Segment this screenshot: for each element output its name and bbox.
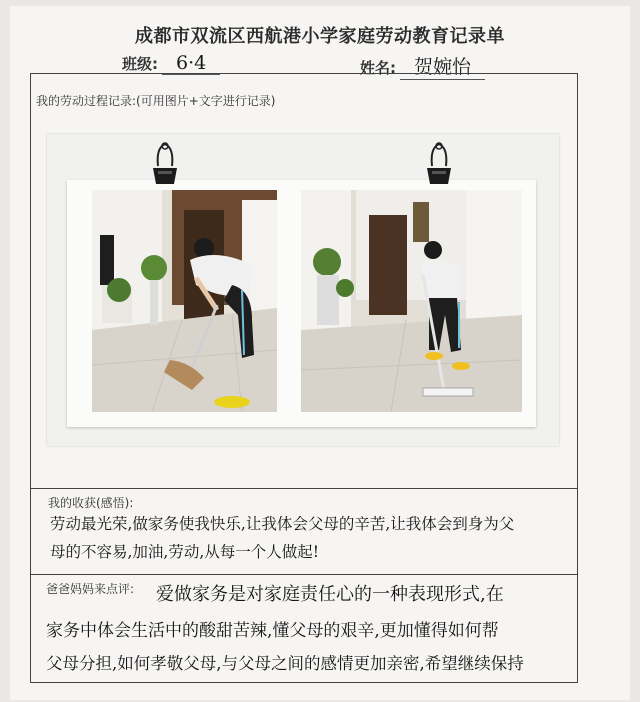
parent-comment-label: 爸爸妈妈来点评: [46, 582, 135, 596]
name-value: 贺婉怡 [400, 52, 485, 80]
name-label: 姓名: [360, 59, 396, 77]
document-title: 成都市双流区西航港小学家庭劳动教育记录单 [135, 26, 505, 47]
class-label: 班级: [122, 55, 158, 73]
parent-comment-line-2: 家务中体会生活中的酸甜苦辣,懂父母的艰辛,更加懂得如何帮 [46, 621, 499, 641]
section-divider [30, 488, 578, 489]
class-field [122, 52, 220, 75]
photo-sweeping [92, 190, 277, 412]
class-value: 6·4 [162, 52, 220, 75]
process-label: 我的劳动过程记录:(可用图片+文字进行记录) [36, 94, 276, 108]
photo-mopping [301, 190, 522, 412]
binder-clip-icon [424, 140, 454, 188]
binder-clip-icon [150, 140, 180, 188]
parent-comment-line-1: 爱做家务是对家庭责任心的一种表现形式,在 [156, 584, 504, 605]
parent-comment-line-3: 父母分担,如何孝敬父母,与父母之间的感情更加亲密,希望继续保持 [46, 654, 524, 673]
harvest-line-1: 劳动最光荣,做家务使我快乐,让我体会父母的辛苦,让我体会到身为父 [50, 515, 515, 533]
harvest-label: 我的收获(感悟): [48, 496, 134, 510]
section-divider [30, 574, 578, 575]
harvest-line-2: 母的不容易,加油,劳动,从每一个人做起! [50, 543, 320, 561]
